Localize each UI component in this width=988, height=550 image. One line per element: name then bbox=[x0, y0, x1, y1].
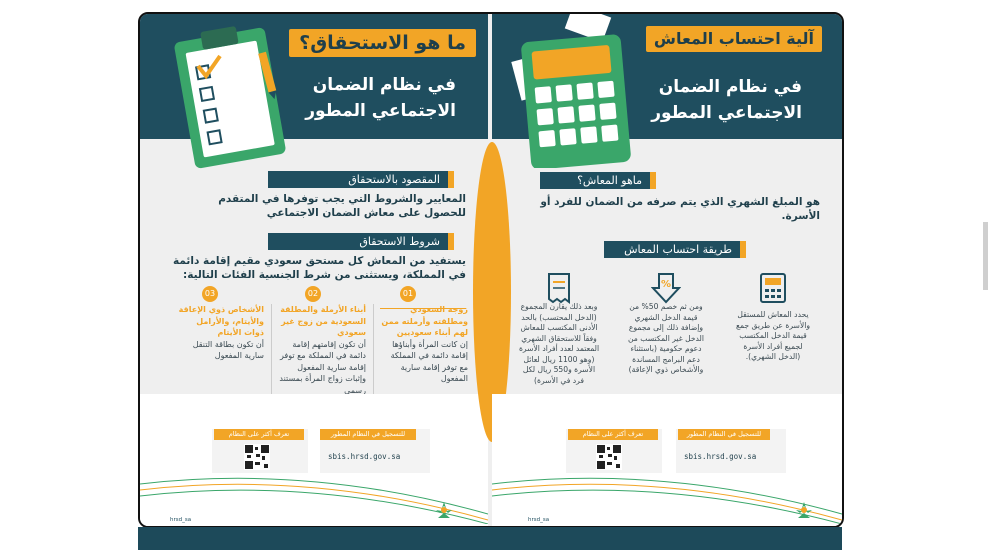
svg-text:%: % bbox=[660, 279, 672, 290]
eligibility-conditions-text: يستفيد من المعاش كل مستحق سعودي مقيم إقامة دائمة في المملكة، ويستثنى من شرط الجنسية الفئات التالية: bbox=[173, 255, 466, 281]
step-1-text: يحدد المعاش للمستقل والأسرة عن طريق جمع قيمة الدخل المكتسب لجميع أفراد الأسرة (الدخل الشهري). bbox=[736, 310, 810, 361]
learn-more-link-label[interactable]: تعرف أكثر على النظام bbox=[214, 429, 304, 440]
condition-1 bbox=[380, 304, 468, 385]
condition-2-text: أن تكون إقامتهم إقامة دائمة في المملكة مع توفر إقامة سارية المفعول وإثبات زواج المرأة بمستند رسمي bbox=[279, 339, 366, 395]
receipt-icon bbox=[544, 272, 574, 304]
learn-more-link-label[interactable]: تعرف أكثر على النظام bbox=[568, 429, 658, 440]
condition-2-number: 02 bbox=[305, 286, 321, 302]
step-3-text: وبعد ذلك يقارن المجموع (الدخل المحتسب) بالحد الأدنى المكتسب للمعاش وفقاً للاستحقاق الشهري المعتمد لعدد أفراد الأسرة (وهو 1100 ريال لعائل الأسرة و550 ريال لكل فرد في الأسرة) bbox=[518, 302, 600, 385]
calculation-title: آلية احتساب المعاش bbox=[646, 26, 822, 52]
calculation-panel bbox=[492, 14, 842, 526]
eligibility-panel bbox=[140, 14, 488, 526]
condition-3-number: 03 bbox=[202, 286, 218, 302]
eligibility-subtitle-1: في نظام الضمان bbox=[312, 75, 456, 95]
calculator-illustration-icon bbox=[496, 14, 646, 168]
step-2-text: ومن ثم خصم 50% من قيمة الدخل الشهري وإضافة ذلك إلى مجموع الدخل غير المكتسب من دعوم حكومية (باستثناء دعم البرامج المساندة والأشخاص ذوي الإعاقة) bbox=[628, 302, 704, 374]
condition-3 bbox=[176, 304, 264, 362]
condition-divider bbox=[373, 304, 374, 394]
calculator-icon bbox=[758, 272, 788, 304]
condition-1-number: 01 bbox=[400, 286, 416, 302]
calculation-footer bbox=[492, 394, 842, 526]
qr-code-icon[interactable] bbox=[244, 444, 270, 470]
eligibility-title: ما هو الاستحقاق؟ bbox=[289, 29, 476, 57]
condition-1-highlight: زوجة السعودي ومطلقته وأرملته ممن لهم أبناء سعوديين bbox=[381, 305, 468, 337]
pension-definition-heading: ماهو المعاش؟ bbox=[540, 172, 650, 189]
condition-3-highlight: الأشخاص ذوي الإعاقة والأيتام، والأرامل ذوات الأيتام bbox=[178, 305, 264, 337]
system-url[interactable]: sbis.hrsd.gov.sa bbox=[328, 452, 401, 461]
bottom-band bbox=[138, 527, 842, 550]
calculation-subtitle-2: الاجتماعي المطور bbox=[651, 103, 802, 123]
register-link-label[interactable]: للتسجيل في النظام المطور bbox=[678, 429, 770, 440]
social-handle[interactable]: hrsd_sa bbox=[528, 517, 550, 523]
pencil-icon bbox=[258, 50, 278, 100]
eligibility-meaning-heading: المقصود بالاستحقاق bbox=[268, 171, 448, 188]
condition-1-text: إن كانت المرأة وأبناؤها إقامة دائمة في المملكة مع توفر إقامة سارية المفعول bbox=[390, 339, 468, 383]
system-url[interactable]: sbis.hrsd.gov.sa bbox=[684, 452, 757, 461]
infographic-frame bbox=[138, 12, 844, 528]
social-handle[interactable]: hrsd_sa bbox=[170, 517, 192, 523]
scrollbar-thumb[interactable] bbox=[983, 222, 988, 290]
percent-arrow-icon bbox=[651, 272, 681, 304]
register-link-label[interactable]: للتسجيل في النظام المطور bbox=[320, 429, 416, 440]
condition-2 bbox=[278, 304, 366, 396]
eligibility-footer bbox=[140, 394, 488, 526]
eligibility-conditions-heading: شروط الاستحقاق bbox=[268, 233, 448, 250]
calculation-subtitle-1: في نظام الضمان bbox=[658, 77, 802, 97]
calculation-method-heading: طريقة احتساب المعاش bbox=[604, 241, 740, 258]
condition-3-text: أن تكون بطاقة التنقل سارية المفعول bbox=[192, 339, 264, 360]
ministry-logo-icon bbox=[430, 500, 458, 524]
qr-code-icon[interactable] bbox=[596, 444, 622, 470]
eligibility-subtitle-2: الاجتماعي المطور bbox=[305, 101, 456, 121]
pension-definition-text: هو المبلغ الشهري الذي يتم صرفه من الضمان للفرد أو الأسرة. bbox=[540, 196, 820, 222]
condition-2-highlight: أبناء الأرملة والمطلقة السعودية من زوج غير سعودي bbox=[280, 305, 366, 337]
condition-divider bbox=[271, 304, 272, 394]
eligibility-meaning-text: المعايير والشروط التي يجب توفرها في المتقدم للحصول على معاش الضمان الاجتماعي bbox=[218, 193, 466, 219]
ministry-logo-icon bbox=[790, 500, 818, 524]
